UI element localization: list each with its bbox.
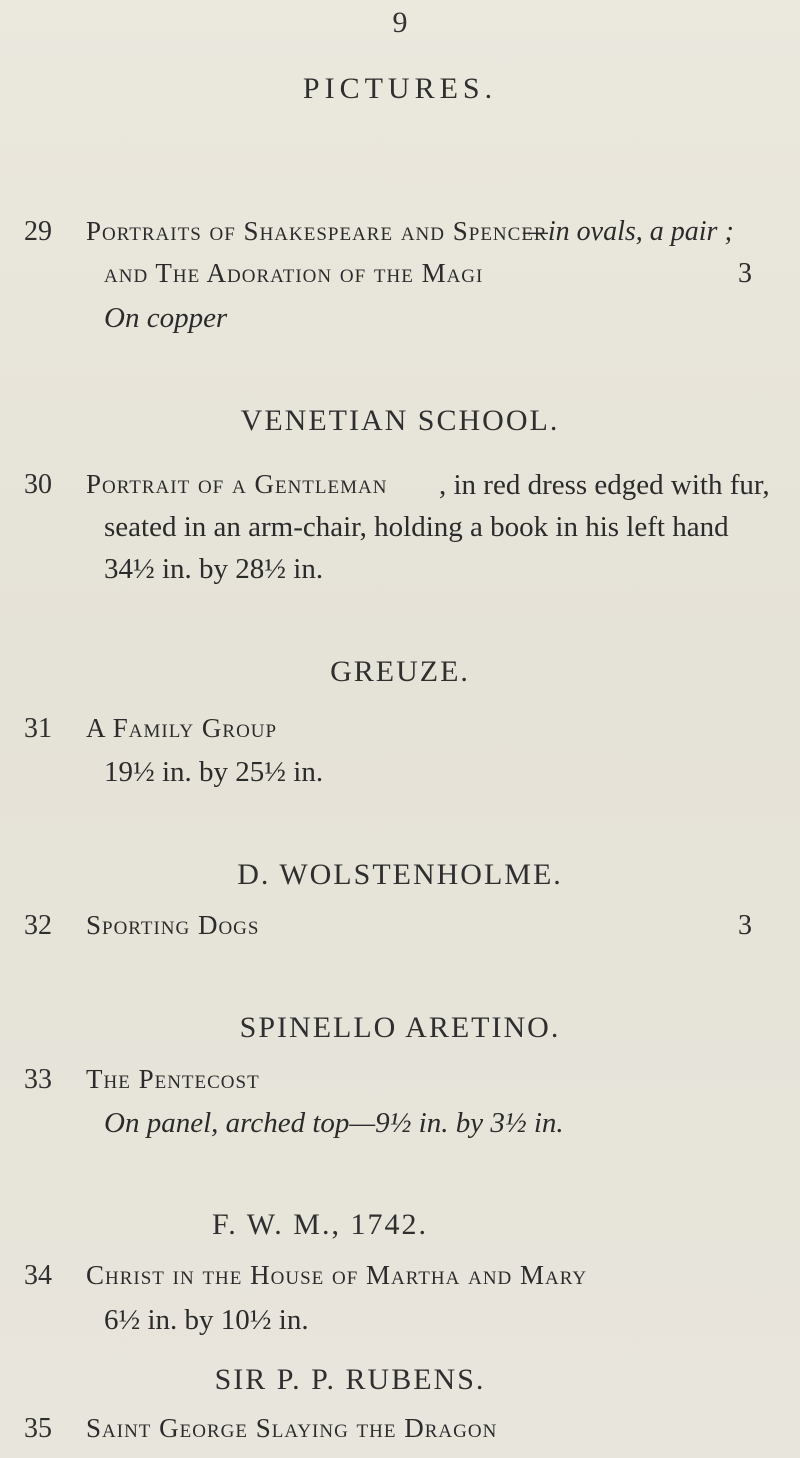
lot-quantity: 3 (738, 258, 752, 289)
lot-number: 31 (24, 713, 52, 744)
lot-title: Sporting Dogs (86, 910, 260, 940)
artist-heading: F. W. M., 1742. (212, 1208, 428, 1241)
lot-quantity: 3 (738, 910, 752, 941)
artist-heading: GREUZE. (330, 655, 470, 688)
lot-number: 33 (24, 1064, 52, 1095)
page-title: PICTURES. (302, 72, 498, 105)
artist-heading: D. WOLSTENHOLME. (237, 858, 563, 891)
page-number: 9 (392, 6, 408, 39)
lot-dimensions: 19½ in. by 25½ in. (104, 756, 324, 788)
lot-number: 30 (24, 469, 52, 500)
artist-heading: SPINELLO ARETINO. (239, 1011, 561, 1044)
lot-title: Christ in the House of Martha and Mary (86, 1260, 588, 1290)
lot-number: 29 (24, 216, 52, 247)
lot-title: Saint George Slaying the Dragon (86, 1413, 498, 1443)
artist-heading: SIR P. P. RUBENS. (214, 1363, 486, 1396)
lot-description: seated in an arm-chair, holding a book in his left hand (104, 511, 729, 543)
lot-title: The Pentecost (86, 1064, 260, 1094)
lot-title: Portrait of a Gentleman (86, 469, 388, 499)
lot-number: 34 (24, 1260, 52, 1291)
lot-title: A Family Group (86, 713, 278, 743)
lot-description: —in ovals, a pair ; (523, 216, 734, 247)
lot-description: , in red dress edged with fur, (439, 469, 770, 501)
lot-title: Portraits of Shakespeare and Spencer (86, 216, 548, 246)
lot-medium: On copper (104, 302, 228, 334)
lot-number: 35 (24, 1413, 52, 1444)
lot-number: 32 (24, 910, 52, 941)
artist-heading: VENETIAN SCHOOL. (240, 404, 560, 437)
lot-medium: On panel, arched top—9½ in. by 3½ in. (104, 1107, 564, 1139)
lot-title: and The Adoration of the Magi (104, 258, 484, 288)
lot-dimensions: 6½ in. by 10½ in. (104, 1304, 309, 1336)
lot-dimensions: 34½ in. by 28½ in. (104, 553, 324, 585)
